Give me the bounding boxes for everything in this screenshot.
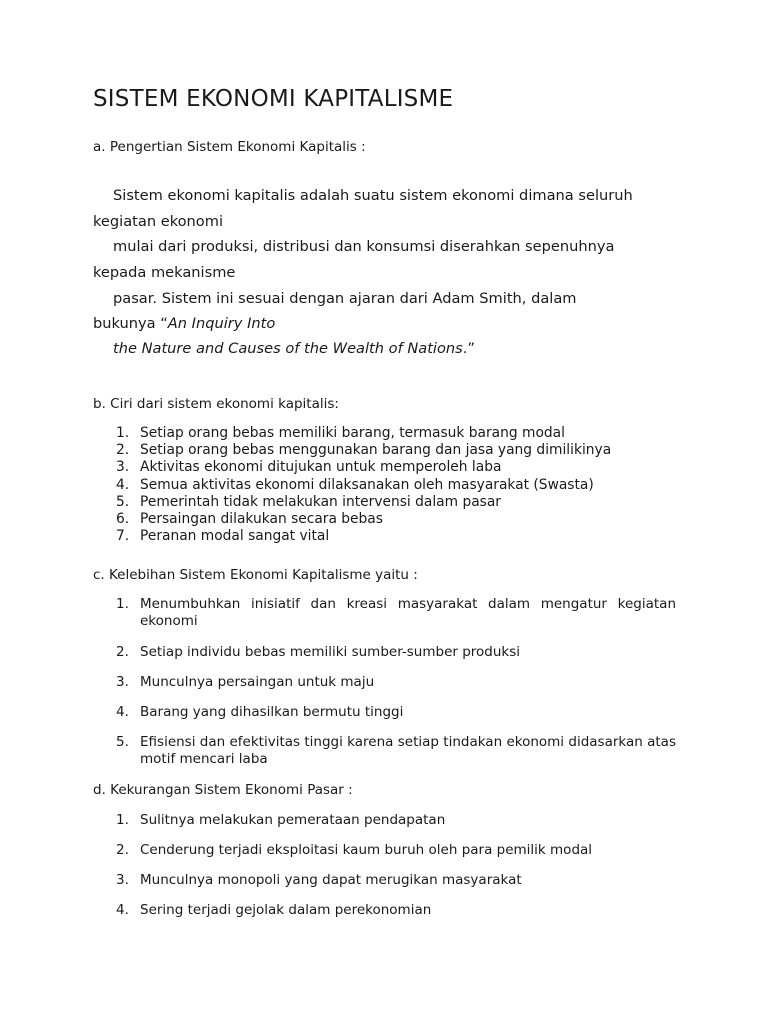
list-text: Persaingan dilakukan secara bebas bbox=[140, 510, 383, 527]
list-item bbox=[116, 425, 611, 442]
list-item bbox=[116, 902, 676, 919]
list-item bbox=[116, 734, 676, 768]
paragraph-line bbox=[113, 340, 475, 357]
list-item bbox=[116, 596, 676, 630]
list-item bbox=[116, 442, 611, 459]
list-item bbox=[116, 674, 676, 691]
list-item bbox=[116, 477, 611, 494]
paragraph-line bbox=[93, 315, 275, 332]
list-number: 4. bbox=[116, 902, 129, 918]
list-item bbox=[116, 872, 676, 889]
list-text: Setiap orang bebas memiliki barang, termasuk barang modal bbox=[140, 425, 565, 441]
list-number: 4. bbox=[116, 704, 129, 720]
paragraph-line: mulai dari produksi, distribusi dan konsumsi diserahkan sepenuhnya bbox=[113, 238, 615, 255]
list-text: Munculnya monopoli yang dapat merugikan masyarakat bbox=[140, 872, 522, 888]
list-item bbox=[116, 528, 611, 545]
list-number: 3. bbox=[116, 674, 129, 690]
section-d-heading: d. Kekurangan Sistem Ekonomi Pasar : bbox=[93, 782, 353, 798]
list-text: Efisiensi dan efektivitas tinggi karena setiap tindakan ekonomi didasarkan atas motif mencari laba bbox=[140, 734, 676, 767]
paragraph-text: .” bbox=[462, 340, 475, 357]
book-title-part-1: An Inquiry Into bbox=[167, 315, 276, 332]
list-number: 5. bbox=[116, 734, 129, 750]
paragraph-line: pasar. Sistem ini sesuai dengan ajaran dari Adam Smith, dalam bbox=[113, 290, 577, 307]
list-number: 1. bbox=[116, 812, 129, 828]
list-item bbox=[116, 511, 611, 528]
list-item bbox=[116, 494, 611, 511]
section-a-heading: a. Pengertian Sistem Ekonomi Kapitalis : bbox=[93, 139, 366, 155]
book-title-part-2: the Nature and Causes of the Wealth of Nations bbox=[113, 340, 463, 357]
list-item bbox=[116, 459, 611, 476]
list-item bbox=[116, 704, 676, 721]
list-text: Semua aktivitas ekonomi dilaksanakan oleh masyarakat (Swasta) bbox=[140, 476, 594, 493]
list-number: 4. bbox=[116, 476, 130, 493]
paragraph-line: kepada mekanisme bbox=[93, 264, 236, 281]
list-number: 1. bbox=[116, 425, 130, 441]
list-number: 1. bbox=[116, 596, 129, 612]
list-item bbox=[116, 842, 676, 859]
section-c-heading: c. Kelebihan Sistem Ekonomi Kapitalisme yaitu : bbox=[93, 567, 418, 583]
paragraph-line: Sistem ekonomi kapitalis adalah suatu sistem ekonomi dimana seluruh bbox=[113, 187, 633, 204]
list-item bbox=[116, 644, 676, 661]
paragraph-text: bukunya “ bbox=[93, 315, 168, 332]
list-number: 2. bbox=[116, 644, 129, 660]
paragraph-line: kegiatan ekonomi bbox=[93, 213, 224, 230]
section-b-list bbox=[116, 425, 611, 545]
list-text: Menumbuhkan inisiatif dan kreasi masyarakat dalam mengatur kegiatan ekonomi bbox=[140, 596, 676, 629]
list-text: Pemerintah tidak melakukan intervensi dalam pasar bbox=[140, 493, 501, 510]
list-number: 7. bbox=[116, 528, 130, 545]
list-text: Barang yang dihasilkan bermutu tinggi bbox=[140, 704, 404, 720]
list-number: 6. bbox=[116, 510, 130, 527]
list-number: 3. bbox=[116, 872, 129, 888]
list-item bbox=[116, 812, 676, 829]
list-text: Munculnya persaingan untuk maju bbox=[140, 674, 375, 690]
document-title: SISTEM EKONOMI KAPITALISME bbox=[93, 86, 454, 112]
list-text: Setiap individu bebas memiliki sumber-sumber produksi bbox=[140, 644, 521, 660]
list-number: 2. bbox=[116, 442, 130, 459]
section-b-heading: b. Ciri dari sistem ekonomi kapitalis: bbox=[93, 396, 339, 412]
list-number: 5. bbox=[116, 493, 130, 510]
list-text: Aktivitas ekonomi ditujukan untuk memperoleh laba bbox=[140, 459, 502, 476]
list-number: 3. bbox=[116, 459, 130, 476]
list-number: 2. bbox=[116, 842, 129, 858]
list-text: Sulitnya melakukan pemerataan pendapatan bbox=[140, 812, 446, 828]
list-text: Sering terjadi gejolak dalam perekonomian bbox=[140, 902, 432, 918]
list-text: Peranan modal sangat vital bbox=[140, 528, 330, 545]
list-text: Cenderung terjadi eksploitasi kaum buruh oleh para pemilik modal bbox=[140, 842, 593, 858]
list-text: Setiap orang bebas menggunakan barang dan jasa yang dimilikinya bbox=[140, 442, 612, 459]
